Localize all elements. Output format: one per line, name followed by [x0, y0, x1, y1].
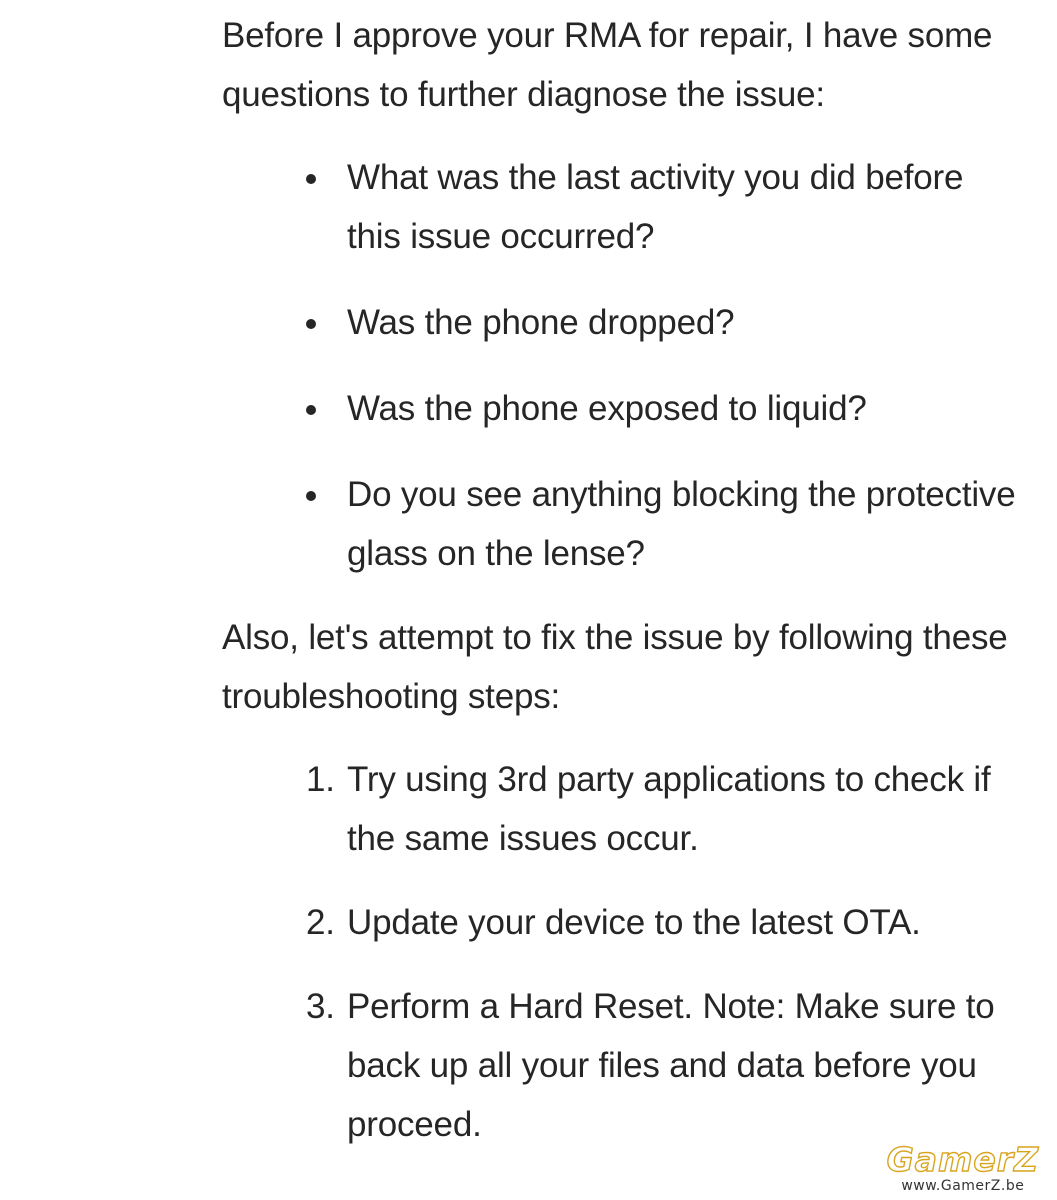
bullet-icon: [306, 491, 316, 501]
question-text: What was the last activity you did before this issue occurred?: [347, 158, 964, 256]
step-number: 3.: [306, 987, 335, 1026]
list-item: [222, 148, 1022, 266]
list-item: [222, 379, 1022, 438]
support-message: [222, 6, 1022, 1154]
question-text: Was the phone exposed to liquid?: [347, 389, 867, 428]
watermark: [887, 1142, 1039, 1194]
list-item: [222, 893, 1022, 952]
question-text: Do you see anything blocking the protective glass on the lense?: [347, 475, 1016, 573]
list-item: [222, 977, 1022, 1154]
step-text: Perform a Hard Reset. Note: Make sure to back up all your files and data before you proceed.: [347, 987, 995, 1144]
bullet-icon: [306, 405, 316, 415]
intro-paragraph: Before I approve your RMA for repair, I have some questions to further diagnose the issue:: [222, 16, 993, 114]
diagnostic-questions-list: [222, 148, 1022, 583]
step-number: 2.: [306, 903, 335, 942]
bullet-icon: [306, 319, 316, 329]
list-item: [222, 293, 1022, 352]
list-item: [222, 465, 1022, 583]
followup-paragraph: Also, let's attempt to fix the issue by following these troubleshooting steps:: [222, 618, 1008, 716]
step-text: Try using 3rd party applications to check if the same issues occur.: [347, 760, 991, 858]
list-item: [222, 750, 1022, 868]
watermark-logo: GamerZ: [886, 1140, 1039, 1179]
step-number: 1.: [306, 760, 335, 799]
watermark-url: www.GamerZ.be: [901, 1178, 1025, 1194]
troubleshooting-steps-list: [222, 750, 1022, 1154]
step-text: Update your device to the latest OTA.: [347, 903, 921, 942]
bullet-icon: [306, 174, 316, 184]
question-text: Was the phone dropped?: [347, 303, 735, 342]
